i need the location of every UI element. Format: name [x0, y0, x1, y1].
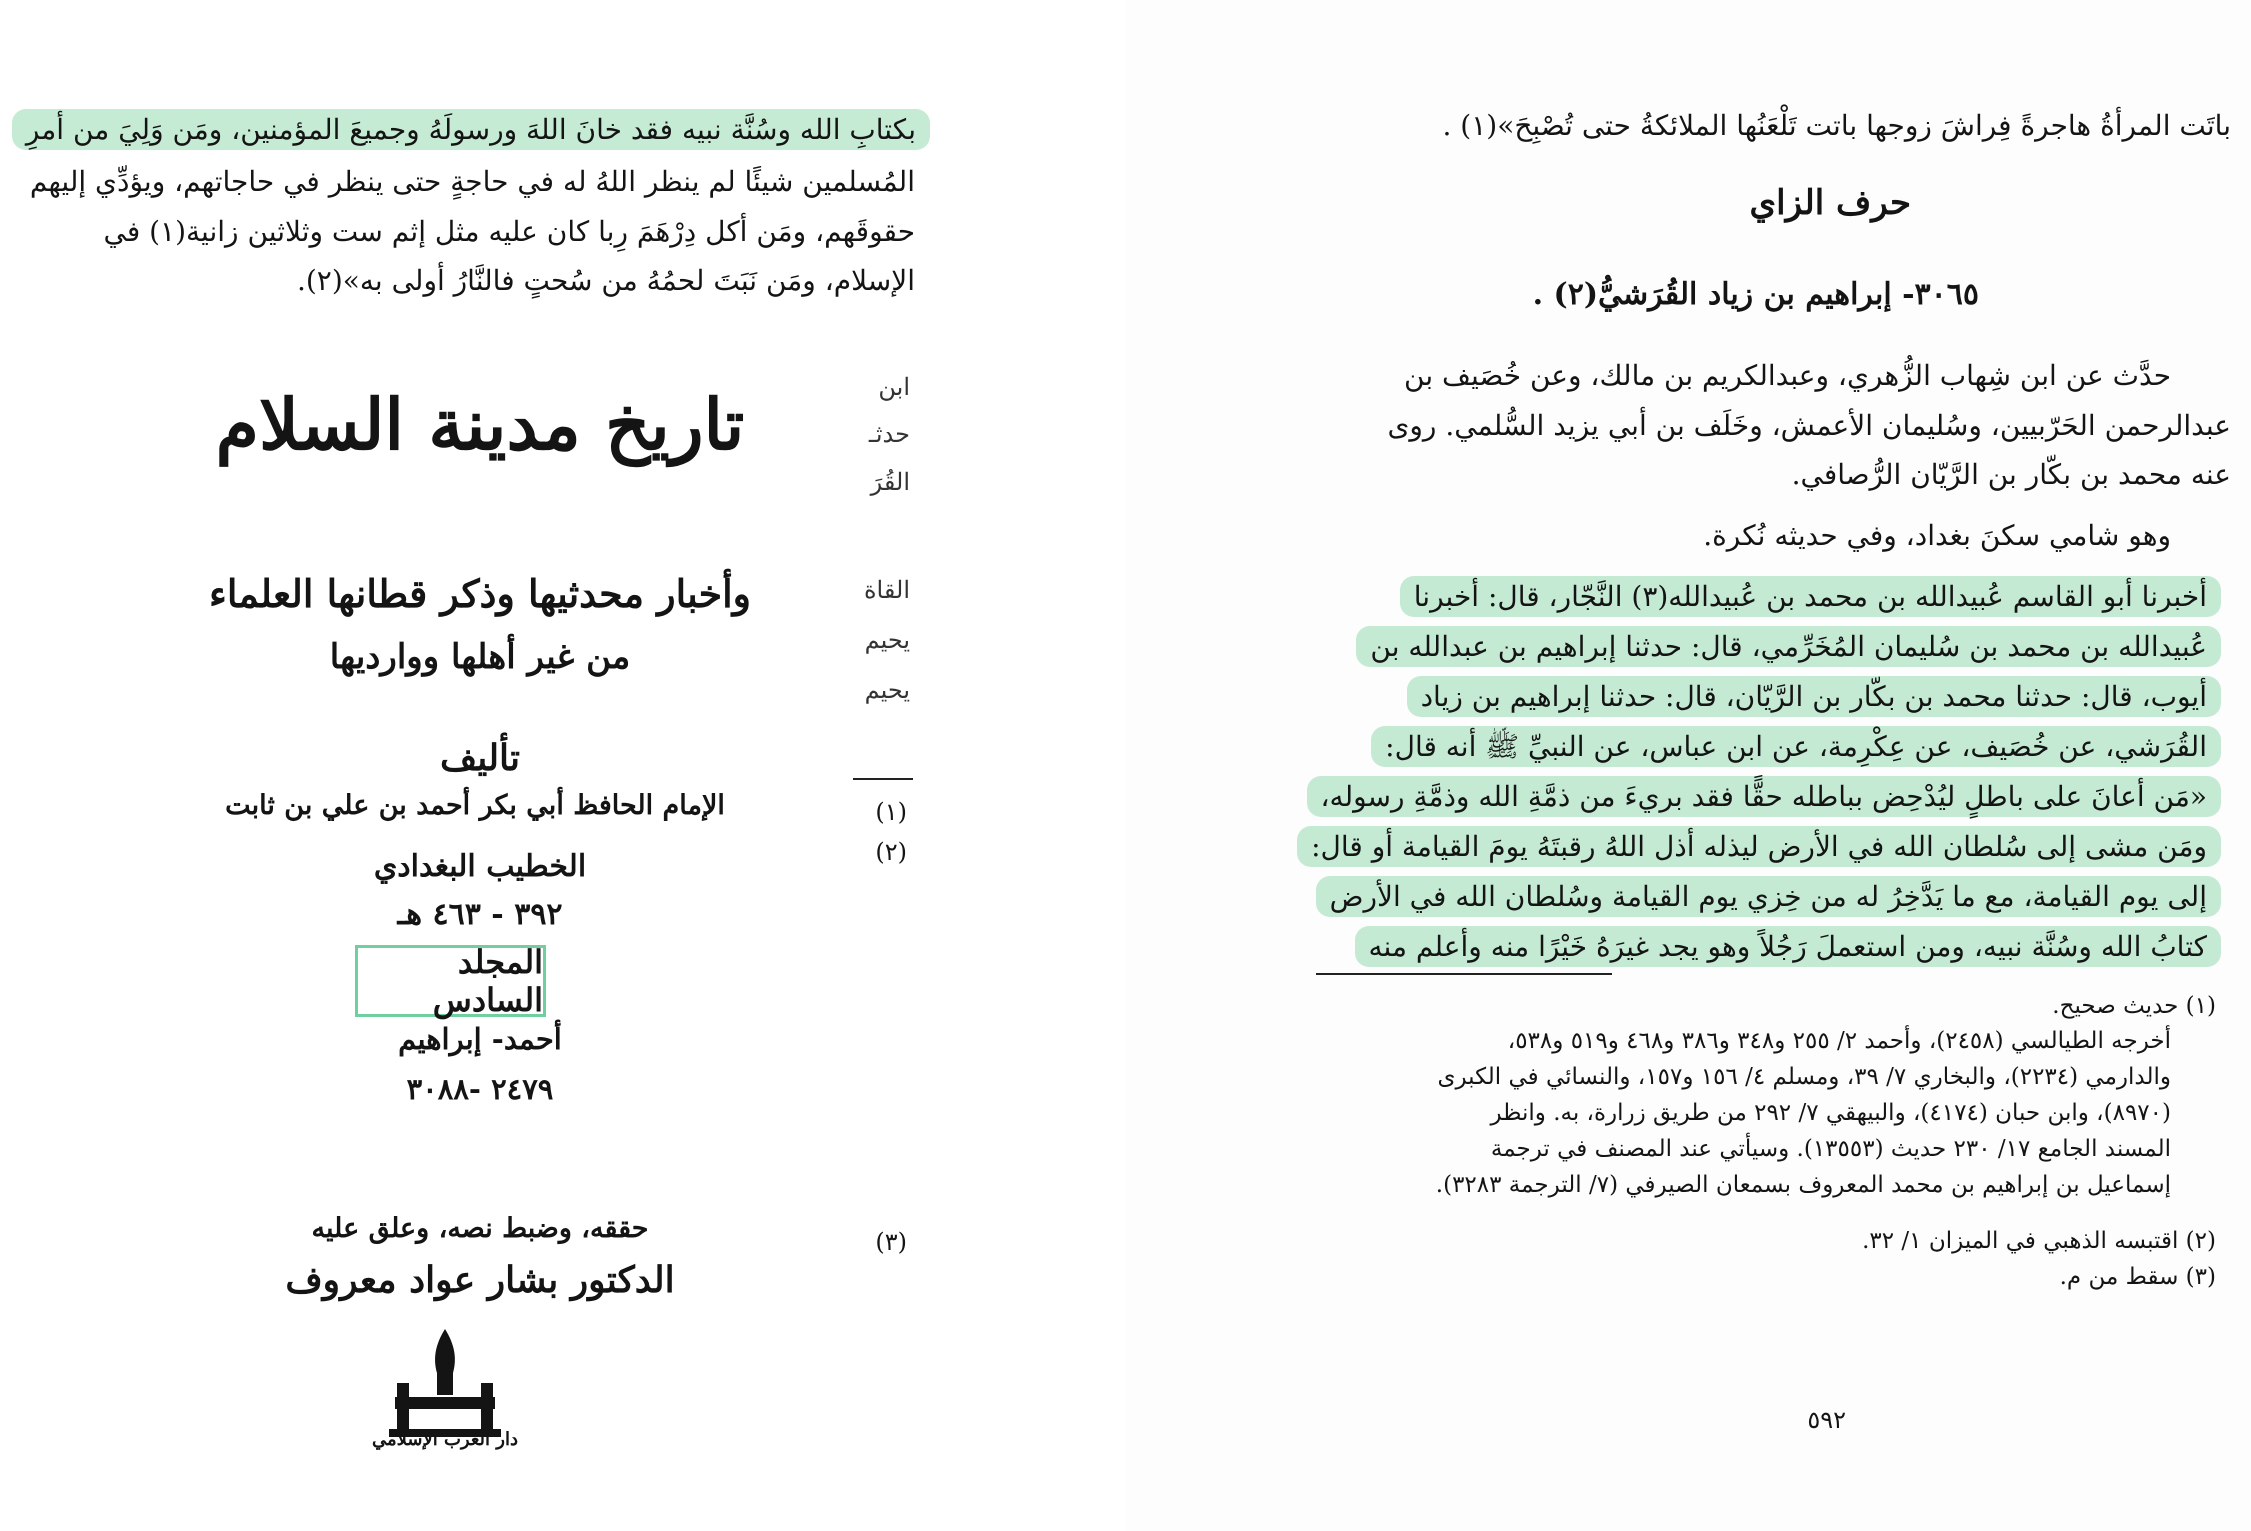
section-heading: حرف الزاي	[1749, 183, 1911, 223]
hadith-line: ومَن مشى إلى سُلطان الله في الأرض ليذله أذل اللهُ رقبتَهُ يومَ القيامة أو قال:	[1297, 826, 2221, 867]
margin-word: ابن	[878, 373, 910, 401]
footnote-mark: (٢)	[875, 838, 907, 866]
footnote-separator	[853, 778, 913, 780]
left-highlight: بكتابِ الله وسُنَّة نبيه فقد خانَ اللهَ ورسولَهُ وجميعَ المؤمنين، ومَن وَلِيَ من أمرِ	[12, 109, 930, 150]
bio-line-3: عنه محمد بن بكّار بن الرَّيّان الرُّصافي.	[1791, 458, 2231, 491]
volume-label: المجلد السادس	[432, 943, 543, 1019]
volume-box	[355, 945, 546, 1017]
footnote-line: والدارمي (٢٢٣٤)، والبخاري ٧/ ٣٩، ومسلم ٤/ ١٥٦ و١٥٧، والنسائي في الكبرى	[1437, 1064, 2171, 1090]
right-page	[1125, 0, 2251, 1531]
left-text-line-1	[12, 113, 930, 146]
hadith-line: أخبرنا أبو القاسم عُبيدالله بن محمد بن عُبيدالله(٣) النَّجّار، قال: أخبرنا	[1400, 576, 2221, 617]
hadith-line: القُرَشي، عن خُصَيف، عن عِكْرِمة، عن ابن عباس، عن النبيِّ ﷺ أنه قال:	[1371, 726, 2221, 767]
margin-word: حدثـ	[868, 420, 910, 448]
editor-name: الدكتور بشار عواد معروف	[285, 1259, 675, 1301]
footnote-mark: (٣)	[875, 1228, 907, 1256]
bio-line-4: وهو شامي سكنَ بغداد، وفي حديثه نُكرة.	[1703, 519, 2171, 552]
right-first-line: باتَت المرأةُ هاجرةً فِراشَ زوجها باتت تَلْعَنُها الملائكةُ حتى تُصْبِحَ»(١) .	[1442, 109, 2231, 142]
editor-label: حققه، وضبط نصه، وعلق عليه	[311, 1213, 649, 1244]
book-title: تاريخ مدينة السلام	[215, 383, 745, 466]
footnote-line: إسماعيل بن إبراهيم بن محمد المعروف بسمعان الصيرفي (٧/ الترجمة ٣٢٨٣).	[1435, 1172, 2171, 1198]
margin-word: يحيم	[864, 676, 910, 704]
book-subtitle-2: من غير أهلها ووارديها	[329, 637, 631, 677]
publisher-name: دار الغرب الإسلامي	[371, 1429, 519, 1450]
publisher-logo	[371, 1325, 519, 1455]
authored-label: تأليف	[439, 737, 521, 779]
left-text-line-4: الإسلام، ومَن نَبَتَ لحمُهُ من سُحتٍ فالنَّارُ أولى به»(٢).	[296, 264, 915, 297]
author-nisba: الخطيب البغدادي	[373, 849, 587, 884]
hadith-line: إلى يوم القيامة، مع ما يَدَّخِرُ له من خِزي يوم القيامة وسُلطان الله في الأرض	[1316, 876, 2221, 917]
footnote-mark: (١)	[875, 798, 907, 826]
bio-line-1: حدَّث عن ابن شِهاب الزُّهري، وعبدالكريم بن مالك، وعن خُصَيف بن	[1404, 359, 2171, 392]
bio-line-2: عبدالرحمن الحَرّبيين، وسُليمان الأعمش، وخَلَف بن أبي يزيد السُّلمي. روى	[1387, 409, 2231, 442]
entry-heading: ٣٠٦٥- إبراهيم بن زياد القُرَشيُّ(٢) .	[1532, 277, 1979, 312]
book-subtitle-1: وأخبار محدثيها وذكر قطانها العلماء	[208, 571, 752, 616]
left-page	[0, 0, 1125, 1531]
footnote-1: (١) حديث صحيح.	[2052, 993, 2216, 1019]
hadith-line: عُبيدالله بن محمد بن سُليمان المُخَرِّمي، قال: حدثنا إبراهيم بن عبدالله بن	[1356, 626, 2221, 667]
margin-word: يحيم	[864, 626, 910, 654]
volume-range-numbers: ٢٤٧٩ -٣٠٨٨	[406, 1072, 554, 1106]
footnote-line: أخرجه الطيالسي (٢٤٥٨)، وأحمد ٢/ ٢٥٥ و٣٤٨ و٣٨٦ و٤٦٨ و٥١٩ و٥٣٨،	[1507, 1028, 2171, 1054]
author-name: الإمام الحافظ أبي بكر أحمد بن علي بن ثابت	[225, 790, 725, 821]
margin-word: القُرَ	[870, 468, 910, 496]
volume-range-names: أحمد- إبراهيم	[398, 1022, 562, 1056]
footnote-3: (٣) سقط من م.	[2059, 1264, 2216, 1290]
left-text-line-2: المُسلمين شيئًا لم ينظر اللهُ له في حاجةٍ حتى ينظر في حاجاتهم، ويؤدِّي إليهم	[29, 165, 915, 198]
footnote-2: (٢) اقتبسه الذهبي في الميزان ١/ ٣٢.	[1862, 1228, 2216, 1254]
hadith-line: «مَن أعانَ على باطلٍ ليُدْحِض بباطله حقًّا فقد بريءَ من ذمَّةِ الله وذمَّةِ رسوله،	[1307, 776, 2221, 817]
author-years: ٣٩٢ - ٤٦٣ هـ	[397, 897, 563, 932]
page-number: ٥٩٢	[1807, 1406, 1846, 1434]
footnote-line: المسند الجامع ١٧/ ٢٣٠ حديث (١٣٥٥٣). وسيأتي عند المصنف في ترجمة	[1490, 1136, 2171, 1162]
footnote-separator	[1316, 973, 1612, 975]
margin-word: القاة	[863, 576, 910, 604]
hadith-line: أيوب، قال: حدثنا محمد بن بكّار بن الرَّيّان، قال: حدثنا إبراهيم بن زياد	[1407, 676, 2221, 717]
left-text-line-3: حقوقَهم، ومَن أكل دِرْهَمَ رِبا كان عليه مثل إثم ست وثلاثين زانية(١) في	[103, 215, 915, 248]
footnote-line: (٨٩٧٠)، وابن حبان (٤١٧٤)، والبيهقي ٧/ ٢٩٢ من طريق زرارة، به. وانظر	[1490, 1100, 2171, 1126]
hadith-line: كتابُ الله وسُنَّة نبيه، ومن استعملَ رَجُلاً وهو يجد غيرَهُ خَيْرًا منه وأعلم منه	[1355, 926, 2221, 967]
